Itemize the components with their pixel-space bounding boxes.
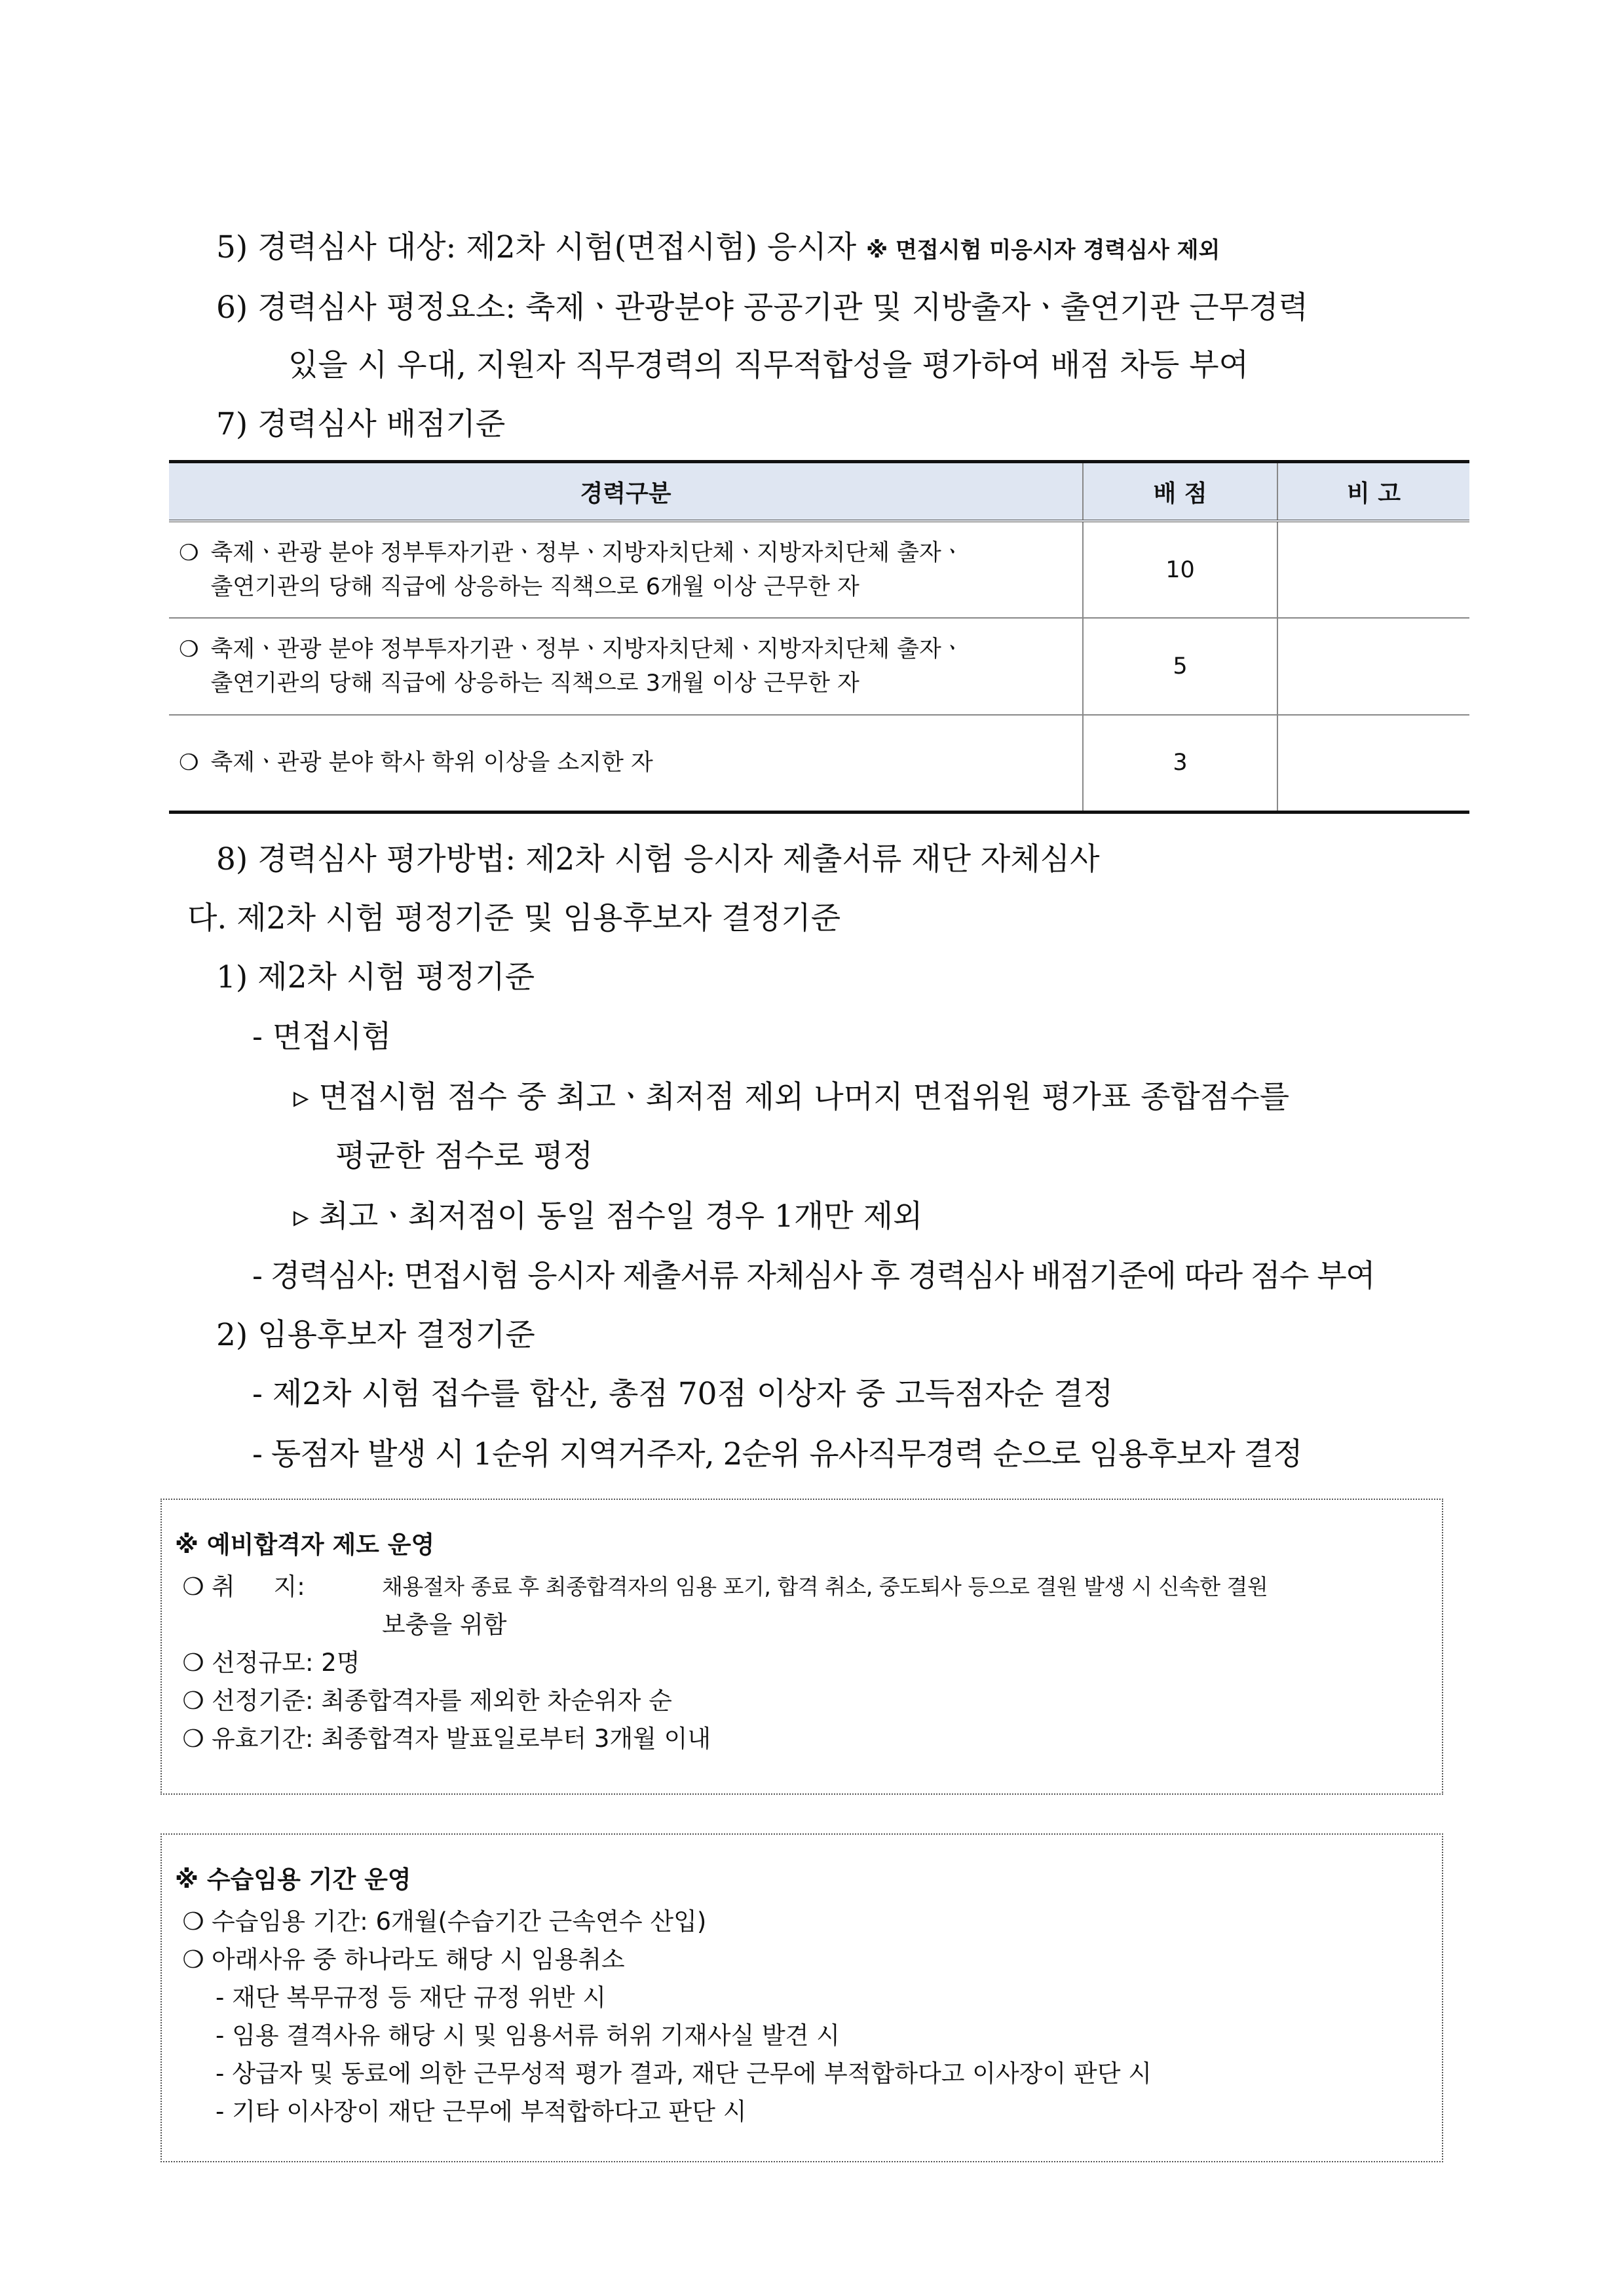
row-remarks — [1277, 715, 1469, 812]
decision-criterion-1: - 제2차 시험 접수를 합산, 총점 70점 이상자 중 고득점자순 결정 — [252, 1376, 1114, 1412]
career-score-table — [169, 460, 1469, 814]
box2-title: ※ 수습임용 기간 운영 — [175, 1866, 411, 1894]
item-6-line1: 6) 경력심사 평정요소: 축제ㆍ관광분야 공공기관 및 지방출자ㆍ출연기관 근무경력 — [216, 290, 1308, 326]
purpose-line2: 보충을 위함 — [382, 1611, 507, 1639]
career-review-line: - 경력심사: 면접시험 응시자 제출서류 자체심사 후 경력심사 배점기준에 따라 점수 부여 — [252, 1258, 1375, 1294]
box2-period — [175, 1903, 1431, 1941]
item-8: 8) 경력심사 평가방법: 제2차 시험 응시자 제출서류 재단 자체심사 — [216, 841, 1100, 877]
item-5-text: 5) 경력심사 대상: 제2차 시험(면접시험) 응시자 — [216, 229, 857, 265]
criteria-line1: 축제ㆍ관광 분야 학사 학위 이상을 소지한 자 — [210, 750, 653, 776]
item-6-line2: 있을 시 우대, 지원자 직무경력의 직무적합성을 평가하여 배점 차등 부여 — [288, 347, 1249, 383]
box1-validity — [175, 1720, 1431, 1758]
row-remarks — [1277, 521, 1469, 618]
period-text: 수습임용 기간: 6개월(수습기간 근속연수 산입) — [212, 1907, 707, 1936]
table-row — [169, 618, 1469, 715]
circle-bullet-icon: ❍ — [182, 1907, 204, 1936]
purpose-label: 취 지: — [212, 1573, 305, 1601]
header-category: 경력구분 — [169, 462, 1083, 522]
cancel-text: 아래사유 중 하나라도 해당 시 임용취소 — [212, 1945, 625, 1974]
interview-heading: - 면접시험 — [252, 1019, 392, 1055]
circle-bullet-icon: ❍ — [179, 750, 199, 776]
section-c-sub2: 2) 임용후보자 결정기준 — [216, 1317, 535, 1353]
decision-criterion-2: - 동점자 발생 시 1순위 지역거주자, 2순위 유사직무경력 순으로 임용후보자 결정 — [252, 1436, 1302, 1472]
criteria-text: 선정기준: 최종합격자를 제외한 차순위자 순 — [212, 1687, 672, 1715]
criteria-line1: 축제ㆍ관광 분야 정부투자기관ㆍ정부ㆍ지방자치단체ㆍ지방자치단체 출자ㆍ — [210, 539, 964, 566]
row-score: 3 — [1083, 715, 1277, 812]
circle-bullet-icon: ❍ — [179, 636, 199, 662]
table-row — [169, 715, 1469, 812]
reason-item: - 상급자 및 동료에 의한 근무성적 평가 결과, 재단 근무에 부적합하다고 이사장이 판단 시 — [216, 2059, 1152, 2088]
reason-item: - 재단 복무규정 등 재단 규정 위반 시 — [216, 1983, 607, 2012]
item-5-note: ※ 면접시험 미응시자 경력심사 제외 — [866, 237, 1220, 263]
interview-bullet2: ▹ 최고ㆍ최저점이 동일 점수일 경우 1개만 제외 — [293, 1198, 923, 1234]
row-criteria — [169, 521, 1083, 618]
row-criteria — [169, 715, 1083, 812]
scale-text: 선정규모: 2명 — [212, 1649, 360, 1677]
box1-scale — [175, 1644, 1431, 1682]
box1-purpose — [175, 1568, 1431, 1606]
table-row — [169, 521, 1469, 618]
criteria-line2: 출연기관의 당해 직급에 상응하는 직책으로 3개월 이상 근무한 자 — [210, 670, 859, 697]
probation-box — [161, 1833, 1443, 2162]
circle-bullet-icon: ❍ — [182, 1687, 204, 1715]
section-c-sub1: 1) 제2차 시험 평정기준 — [216, 959, 535, 995]
item-7: 7) 경력심사 배점기준 — [216, 406, 506, 442]
criteria-line1: 축제ㆍ관광 분야 정부투자기관ㆍ정부ㆍ지방자치단체ㆍ지방자치단체 출자ㆍ — [210, 636, 964, 662]
row-score: 5 — [1083, 618, 1277, 715]
interview-bullet1-line2: 평균한 점수로 평정 — [335, 1138, 594, 1174]
circle-bullet-icon: ❍ — [182, 1649, 204, 1677]
row-remarks — [1277, 618, 1469, 715]
reserve-candidate-box — [161, 1499, 1443, 1795]
criteria-line2: 출연기관의 당해 직급에 상응하는 직책으로 6개월 이상 근무한 자 — [210, 573, 859, 600]
header-remarks: 비 고 — [1277, 462, 1469, 522]
validity-text: 유효기간: 최종합격자 발표일로부터 3개월 이내 — [212, 1725, 711, 1753]
purpose-line1: 채용절차 종료 후 최종합격자의 임용 포기, 합격 취소, 중도퇴사 등으로 결원 발생 시 신속한 결원 — [382, 1574, 1268, 1599]
section-c-heading: 다. 제2차 시험 평정기준 및 임용후보자 결정기준 — [187, 900, 841, 936]
reason-item: - 임용 결격사유 해당 시 및 임용서류 허위 기재사실 발견 시 — [216, 2021, 840, 2050]
circle-bullet-icon: ❍ — [182, 1573, 204, 1601]
reason-item: - 기타 이사장이 재단 근무에 부적합하다고 판단 시 — [216, 2097, 747, 2126]
item-5 — [216, 228, 1220, 270]
box2-cancel — [175, 1941, 1431, 1979]
table-header-row — [169, 462, 1469, 522]
interview-bullet1-line1: ▹ 면접시험 점수 중 최고ㆍ최저점 제외 나머지 면접위원 평가표 종합점수를 — [293, 1079, 1290, 1115]
circle-bullet-icon: ❍ — [179, 539, 199, 566]
box1-criteria — [175, 1682, 1431, 1720]
row-criteria — [169, 618, 1083, 715]
header-score: 배 점 — [1083, 462, 1277, 522]
row-score: 10 — [1083, 521, 1277, 618]
box1-title: ※ 예비합격자 제도 운영 — [175, 1531, 435, 1559]
circle-bullet-icon: ❍ — [182, 1725, 204, 1753]
circle-bullet-icon: ❍ — [182, 1945, 204, 1974]
